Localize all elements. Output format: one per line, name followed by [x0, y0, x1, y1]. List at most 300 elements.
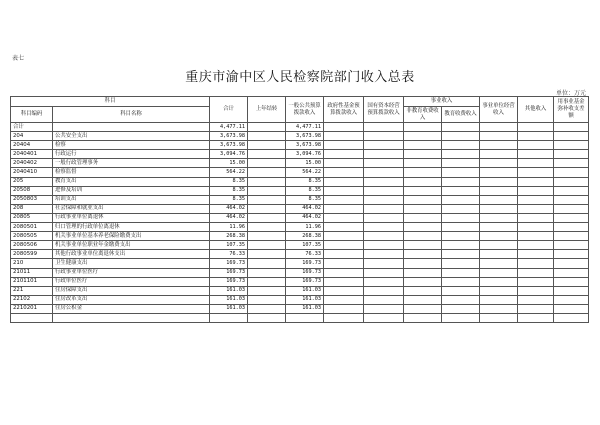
cell-subject-name: 机关事业单位基本养老保险缴费支出: [53, 232, 210, 241]
cell-carry: [248, 313, 286, 322]
header-gov-fund: 政府性基金预算拨款收入: [324, 97, 364, 123]
cell-general: 15.00: [286, 159, 324, 168]
cell-empty: [480, 213, 518, 222]
cell-empty: [324, 177, 364, 186]
cell-subject-name: 检察监督: [53, 168, 210, 177]
cell-empty: [324, 204, 364, 213]
table-row: [11, 295, 589, 304]
cell-empty: [554, 286, 589, 295]
cell-empty: [554, 295, 589, 304]
cell-empty: [364, 123, 404, 132]
cell-subject-code: 合计: [11, 123, 53, 132]
cell-empty: [442, 286, 480, 295]
cell-empty: [442, 141, 480, 150]
cell-empty: [554, 123, 589, 132]
header-use-balance: 用事业基金弥补收支差额: [554, 97, 589, 123]
cell-subject-name: 归口管理的行政单位离退休: [53, 223, 210, 232]
cell-subject-name: 行政事业单位医疗: [53, 268, 210, 277]
table-row: [11, 150, 589, 159]
table-row: [11, 232, 589, 241]
cell-empty: [364, 204, 404, 213]
cell-carry: [248, 141, 286, 150]
cell-general: 11.96: [286, 223, 324, 232]
cell-empty: [364, 295, 404, 304]
cell-empty: [442, 223, 480, 232]
cell-empty: [364, 232, 404, 241]
cell-empty: [480, 195, 518, 204]
cell-empty: [518, 168, 554, 177]
cell-carry: [248, 223, 286, 232]
cell-general: 76.33: [286, 250, 324, 259]
cell-empty: [404, 286, 442, 295]
cell-empty: [404, 268, 442, 277]
cell-general: 8.35: [286, 177, 324, 186]
cell-empty: [518, 250, 554, 259]
cell-subject-code: 22102: [11, 295, 53, 304]
table-row: [11, 286, 589, 295]
table-row: [11, 241, 589, 250]
cell-subject-code: 204: [11, 132, 53, 141]
table-row: [11, 195, 589, 204]
cell-empty: [554, 204, 589, 213]
cell-empty: [404, 159, 442, 168]
cell-total: 268.38: [210, 232, 248, 241]
cell-empty: [364, 277, 404, 286]
cell-empty: [364, 213, 404, 222]
cell-empty: [364, 313, 404, 322]
cell-total: [210, 313, 248, 322]
cell-empty: [404, 277, 442, 286]
cell-empty: [404, 186, 442, 195]
cell-general: 169.73: [286, 277, 324, 286]
cell-empty: [480, 268, 518, 277]
cell-empty: [442, 304, 480, 313]
header-subject-code: 科目编码: [11, 107, 53, 123]
cell-empty: [404, 259, 442, 268]
cell-carry: [248, 259, 286, 268]
cell-empty: [364, 223, 404, 232]
cell-carry: [248, 177, 286, 186]
cell-empty: [404, 168, 442, 177]
table-body: [11, 123, 589, 323]
cell-empty: [442, 186, 480, 195]
cell-subject-code: 208: [11, 204, 53, 213]
cell-empty: [324, 313, 364, 322]
cell-empty: [364, 186, 404, 195]
cell-subject-code: 20805: [11, 213, 53, 222]
cell-empty: [324, 150, 364, 159]
cell-subject-code: 2050803: [11, 195, 53, 204]
cell-total: 8.35: [210, 195, 248, 204]
cell-subject-name: 其他行政事业单位离退休支出: [53, 250, 210, 259]
cell-carry: [248, 250, 286, 259]
cell-carry: [248, 304, 286, 313]
cell-carry: [248, 241, 286, 250]
cell-subject-code: 2101101: [11, 277, 53, 286]
cell-subject-code: 2040410: [11, 168, 53, 177]
table-row: [11, 123, 589, 132]
cell-carry: [248, 204, 286, 213]
cell-empty: [324, 186, 364, 195]
cell-empty: [518, 123, 554, 132]
cell-empty: [518, 277, 554, 286]
cell-carry: [248, 295, 286, 304]
cell-subject-code: 221: [11, 286, 53, 295]
table-row: [11, 168, 589, 177]
cell-empty: [442, 132, 480, 141]
cell-empty: [518, 195, 554, 204]
cell-empty: [364, 259, 404, 268]
cell-empty: [324, 195, 364, 204]
table-row: [11, 177, 589, 186]
cell-empty: [324, 241, 364, 250]
cell-empty: [442, 277, 480, 286]
table-row: [11, 313, 589, 322]
cell-subject-code: [11, 313, 53, 322]
cell-subject-name: 行政事业单位离退休: [53, 213, 210, 222]
cell-empty: [480, 132, 518, 141]
cell-empty: [480, 223, 518, 232]
cell-empty: [404, 295, 442, 304]
cell-empty: [554, 213, 589, 222]
cell-total: 161.03: [210, 295, 248, 304]
cell-empty: [404, 141, 442, 150]
cell-general: 161.03: [286, 304, 324, 313]
cell-empty: [324, 304, 364, 313]
cell-empty: [518, 159, 554, 168]
table-row: [11, 304, 589, 313]
cell-total: 4,477.11: [210, 123, 248, 132]
cell-empty: [364, 132, 404, 141]
cell-subject-name: 住房改革支出: [53, 295, 210, 304]
cell-empty: [364, 150, 404, 159]
cell-subject-code: 2080501: [11, 223, 53, 232]
table-number: 表七: [12, 55, 25, 62]
cell-total: 161.03: [210, 286, 248, 295]
cell-empty: [518, 268, 554, 277]
cell-general: 169.73: [286, 259, 324, 268]
cell-subject-name: 检察: [53, 141, 210, 150]
cell-empty: [554, 168, 589, 177]
cell-empty: [442, 259, 480, 268]
cell-empty: [442, 241, 480, 250]
cell-empty: [518, 186, 554, 195]
cell-empty: [554, 195, 589, 204]
cell-general: [286, 313, 324, 322]
cell-empty: [364, 286, 404, 295]
cell-total: 8.35: [210, 177, 248, 186]
cell-general: 169.73: [286, 268, 324, 277]
cell-empty: [364, 141, 404, 150]
cell-total: 107.35: [210, 241, 248, 250]
cell-empty: [364, 159, 404, 168]
cell-empty: [442, 295, 480, 304]
cell-empty: [480, 277, 518, 286]
header-edu-fee: 教育收费收入: [442, 107, 480, 123]
cell-subject-name: 公共安全支出: [53, 132, 210, 141]
cell-empty: [518, 232, 554, 241]
header-subject-name: 科目名称: [53, 107, 210, 123]
header-carryover: 上年结转: [248, 97, 286, 123]
cell-total: 169.73: [210, 259, 248, 268]
cell-empty: [554, 150, 589, 159]
cell-empty: [554, 223, 589, 232]
cell-general: 3,094.76: [286, 150, 324, 159]
cell-subject-code: 21011: [11, 268, 53, 277]
cell-carry: [248, 213, 286, 222]
cell-general: 161.03: [286, 286, 324, 295]
cell-carry: [248, 268, 286, 277]
cell-empty: [442, 159, 480, 168]
cell-empty: [554, 241, 589, 250]
cell-empty: [404, 241, 442, 250]
cell-empty: [480, 123, 518, 132]
cell-empty: [480, 168, 518, 177]
header-business-income: 事业收入: [404, 97, 480, 107]
cell-total: 161.03: [210, 304, 248, 313]
cell-empty: [404, 177, 442, 186]
cell-subject-code: 205: [11, 177, 53, 186]
cell-empty: [364, 268, 404, 277]
cell-empty: [554, 159, 589, 168]
cell-empty: [480, 241, 518, 250]
table-row: [11, 223, 589, 232]
cell-empty: [324, 232, 364, 241]
cell-carry: [248, 186, 286, 195]
cell-empty: [442, 204, 480, 213]
cell-subject-name: 行政运行: [53, 150, 210, 159]
header-total: 合计: [210, 97, 248, 123]
cell-empty: [324, 259, 364, 268]
cell-empty: [518, 141, 554, 150]
cell-carry: [248, 150, 286, 159]
cell-empty: [518, 313, 554, 322]
cell-empty: [404, 250, 442, 259]
cell-empty: [442, 250, 480, 259]
cell-subject-code: 2040402: [11, 159, 53, 168]
cell-empty: [324, 168, 364, 177]
cell-empty: [364, 241, 404, 250]
cell-carry: [248, 123, 286, 132]
cell-empty: [554, 132, 589, 141]
cell-empty: [404, 132, 442, 141]
cell-general: 161.03: [286, 295, 324, 304]
cell-empty: [518, 177, 554, 186]
cell-empty: [518, 204, 554, 213]
cell-total: 169.73: [210, 268, 248, 277]
cell-empty: [554, 259, 589, 268]
cell-empty: [324, 132, 364, 141]
cell-subject-code: 2040401: [11, 150, 53, 159]
header-other: 其他收入: [518, 97, 554, 123]
cell-empty: [480, 313, 518, 322]
cell-empty: [554, 313, 589, 322]
cell-empty: [404, 123, 442, 132]
cell-subject-code: 2210201: [11, 304, 53, 313]
cell-empty: [518, 213, 554, 222]
cell-empty: [364, 250, 404, 259]
cell-subject-name: 住房公积金: [53, 304, 210, 313]
cell-subject-name: 一般行政管理事务: [53, 159, 210, 168]
cell-empty: [518, 295, 554, 304]
cell-empty: [364, 195, 404, 204]
cell-carry: [248, 232, 286, 241]
cell-empty: [364, 177, 404, 186]
cell-subject-code: 2080506: [11, 241, 53, 250]
cell-empty: [404, 223, 442, 232]
cell-empty: [480, 204, 518, 213]
cell-empty: [554, 177, 589, 186]
cell-subject-name: 行政单位医疗: [53, 277, 210, 286]
cell-empty: [480, 141, 518, 150]
cell-carry: [248, 277, 286, 286]
cell-carry: [248, 132, 286, 141]
cell-subject-code: 210: [11, 259, 53, 268]
cell-empty: [404, 213, 442, 222]
cell-empty: [480, 186, 518, 195]
cell-subject-code: 20508: [11, 186, 53, 195]
table-row: [11, 277, 589, 286]
cell-empty: [442, 150, 480, 159]
cell-total: 3,673.98: [210, 141, 248, 150]
cell-subject-code: 2080599: [11, 250, 53, 259]
cell-empty: [442, 213, 480, 222]
header-subject: 科目: [11, 97, 210, 107]
cell-empty: [324, 223, 364, 232]
income-table: [10, 96, 589, 323]
cell-empty: [554, 304, 589, 313]
table-row: [11, 204, 589, 213]
header-general-budget: 一般公共预算拨款收入: [286, 97, 324, 123]
cell-general: 564.22: [286, 168, 324, 177]
cell-subject-name: 培训支出: [53, 195, 210, 204]
table-row: [11, 268, 589, 277]
cell-empty: [518, 223, 554, 232]
cell-empty: [554, 141, 589, 150]
cell-general: 4,477.11: [286, 123, 324, 132]
cell-empty: [518, 132, 554, 141]
cell-subject-name: 机关事业单位职业年金缴费支出: [53, 241, 210, 250]
cell-carry: [248, 286, 286, 295]
cell-empty: [324, 141, 364, 150]
cell-empty: [518, 304, 554, 313]
cell-subject-name: 卫生健康支出: [53, 259, 210, 268]
cell-empty: [480, 159, 518, 168]
table-row: [11, 141, 589, 150]
cell-subject-name: 进修及培训: [53, 186, 210, 195]
cell-total: 8.35: [210, 186, 248, 195]
cell-empty: [554, 277, 589, 286]
cell-empty: [554, 186, 589, 195]
table-row: [11, 250, 589, 259]
cell-subject-name: 住房保障支出: [53, 286, 210, 295]
cell-empty: [404, 304, 442, 313]
cell-empty: [442, 313, 480, 322]
cell-carry: [248, 195, 286, 204]
cell-empty: [518, 259, 554, 268]
cell-empty: [404, 195, 442, 204]
cell-total: 464.02: [210, 213, 248, 222]
cell-empty: [324, 286, 364, 295]
cell-total: 11.96: [210, 223, 248, 232]
header-state-capital: 国有资本经营预算拨款收入: [364, 97, 404, 123]
cell-empty: [554, 232, 589, 241]
cell-total: 169.73: [210, 277, 248, 286]
unit-label: 单位：万元: [555, 90, 586, 97]
header-row-1: [11, 97, 589, 107]
cell-subject-name: 社会保障和就业支出: [53, 204, 210, 213]
cell-total: 564.22: [210, 168, 248, 177]
table-row: [11, 259, 589, 268]
cell-general: 107.35: [286, 241, 324, 250]
cell-empty: [442, 232, 480, 241]
cell-total: 3,094.76: [210, 150, 248, 159]
cell-empty: [324, 250, 364, 259]
cell-empty: [442, 168, 480, 177]
cell-general: 8.35: [286, 195, 324, 204]
cell-general: 8.35: [286, 186, 324, 195]
cell-empty: [404, 232, 442, 241]
cell-empty: [480, 250, 518, 259]
cell-empty: [442, 268, 480, 277]
cell-empty: [442, 195, 480, 204]
cell-empty: [404, 204, 442, 213]
cell-empty: [324, 277, 364, 286]
cell-empty: [480, 304, 518, 313]
cell-subject-name: [53, 123, 210, 132]
cell-empty: [324, 295, 364, 304]
table-row: [11, 159, 589, 168]
cell-carry: [248, 159, 286, 168]
cell-empty: [364, 168, 404, 177]
page-title: 重庆市渝中区人民检察院部门收入总表: [185, 70, 415, 85]
cell-empty: [480, 150, 518, 159]
cell-total: 464.02: [210, 204, 248, 213]
cell-empty: [554, 268, 589, 277]
cell-carry: [248, 168, 286, 177]
cell-empty: [442, 177, 480, 186]
cell-empty: [480, 286, 518, 295]
cell-empty: [442, 123, 480, 132]
cell-subject-name: 教育支出: [53, 177, 210, 186]
cell-empty: [480, 295, 518, 304]
cell-empty: [364, 304, 404, 313]
cell-general: 464.02: [286, 204, 324, 213]
cell-total: 15.00: [210, 159, 248, 168]
table-row: [11, 213, 589, 222]
cell-subject-code: 2080505: [11, 232, 53, 241]
cell-empty: [404, 150, 442, 159]
cell-general: 3,673.98: [286, 141, 324, 150]
cell-empty: [554, 250, 589, 259]
cell-total: 76.33: [210, 250, 248, 259]
table-row: [11, 132, 589, 141]
cell-total: 3,673.98: [210, 132, 248, 141]
cell-empty: [518, 241, 554, 250]
cell-empty: [518, 150, 554, 159]
cell-empty: [480, 232, 518, 241]
cell-empty: [518, 286, 554, 295]
cell-empty: [324, 213, 364, 222]
header-non-edu-fee: 非教育收费收入: [404, 107, 442, 123]
cell-subject-code: 20404: [11, 141, 53, 150]
cell-general: 464.02: [286, 213, 324, 222]
cell-empty: [324, 159, 364, 168]
cell-subject-name: [53, 313, 210, 322]
cell-general: 268.38: [286, 232, 324, 241]
cell-empty: [324, 268, 364, 277]
cell-empty: [480, 259, 518, 268]
